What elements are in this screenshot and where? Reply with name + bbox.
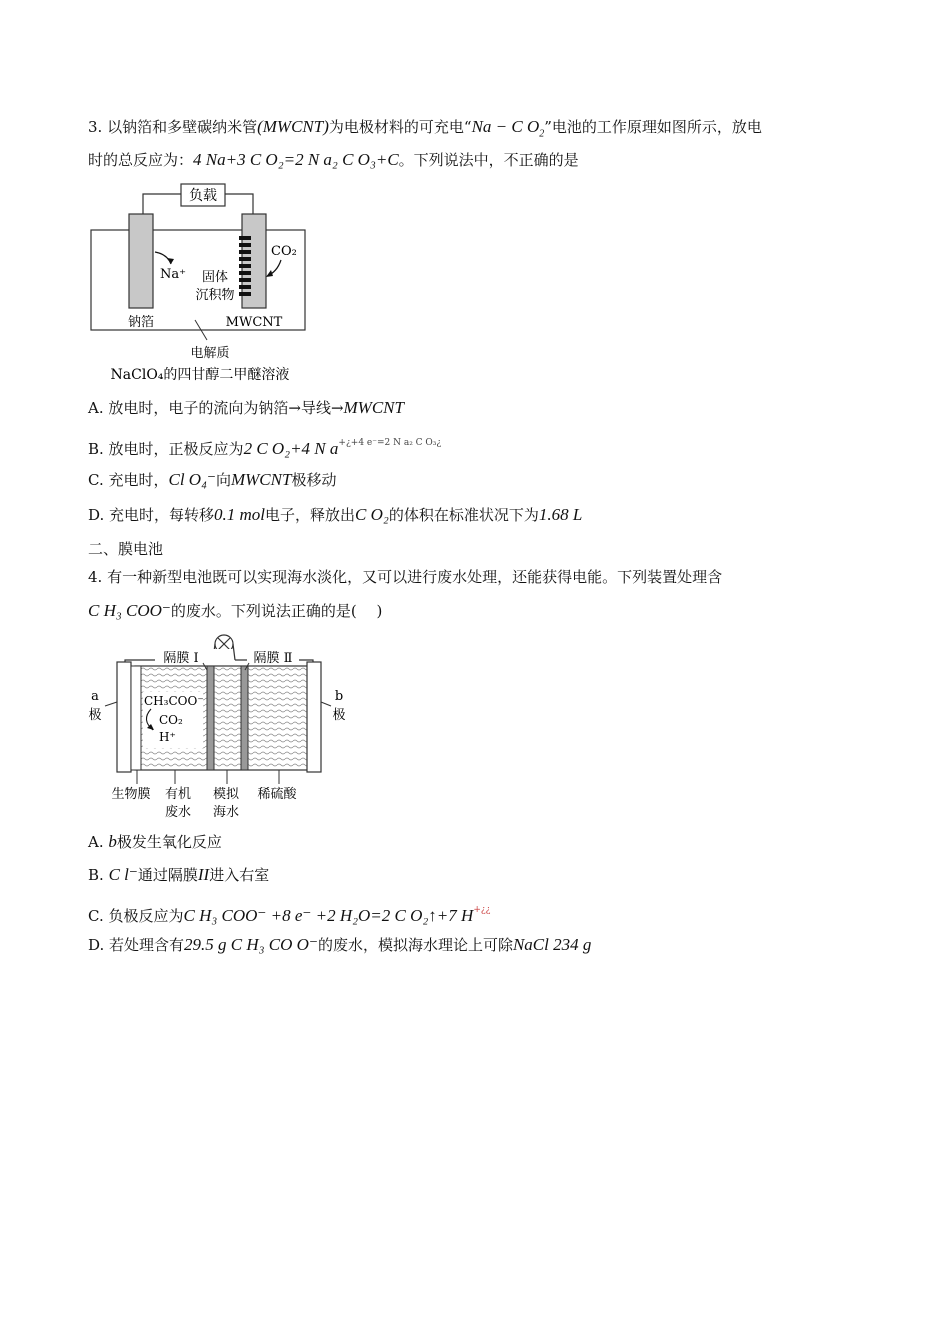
membrane-1-label: 隔膜 Ⅰ: [163, 651, 199, 666]
q3-option-b: [88, 432, 441, 460]
q3-option-c-math: Cl O₄⁻: [168, 470, 216, 489]
q3-formula-naco2-sub: 2: [539, 128, 545, 140]
q4-option-a-pre: A.: [88, 833, 109, 851]
q3-stem-line2-pre: 时的总反应为：: [88, 151, 194, 169]
a-pole-label-1: a: [91, 689, 99, 704]
a-electrode: [117, 662, 131, 772]
b-electrode: [307, 662, 321, 772]
mwcnt-label: MWCNT: [225, 315, 283, 330]
q4-option-b: [88, 864, 269, 886]
q4-option-c-math: C H₃ COO⁻ +8 e⁻ +2 H₂O=2 C O₂↑+7 H: [183, 906, 474, 925]
solid-deposit-bars: [239, 236, 251, 296]
membrane-1: [207, 666, 214, 770]
q3-option-d-math2: C O₂: [355, 505, 389, 524]
acetate-label: CH₃COO⁻: [144, 694, 204, 708]
q4-acetate-formula: C H₃ COO⁻: [88, 601, 171, 620]
q3-option-c-math2: MWCNT: [230, 470, 292, 489]
h-plus-label: H⁺: [159, 730, 176, 744]
q4-option-c-sup: +¿¿: [473, 905, 491, 915]
q4-option-b-pre: B.: [88, 866, 109, 884]
biofilm: [131, 666, 141, 770]
q4-stem-line2: [88, 600, 382, 622]
na-arrow: [155, 252, 171, 264]
q4-option-b-mid: 通过隔膜: [137, 866, 198, 884]
q3-mwcnt: MWCNT: [262, 117, 324, 136]
q3-stem-mid: 为电极材料的可充电“: [328, 118, 472, 136]
q3-option-d-mid: 电子，释放出: [265, 506, 356, 524]
b-pole-label-2: 极: [332, 708, 346, 723]
biofilm-label: 生物膜: [111, 787, 151, 802]
waste-label-1: 有机: [164, 787, 192, 802]
q4-option-c-pre: C. 负极反应为: [88, 907, 184, 925]
seawater-label-2: 海水: [212, 805, 240, 820]
q4-option-a: [88, 831, 222, 853]
q3-option-d-pre: D. 充电时，每转移: [88, 506, 215, 524]
q3-total-reaction: 4 Na+3 C O₂=2 N a₂ C O₃+C: [193, 150, 399, 169]
q3-option-c-mid: 向: [215, 471, 231, 489]
q3-option-d: [88, 504, 582, 526]
q4-option-d-mid: 的废水，模拟海水理论上可除: [317, 936, 513, 954]
acid-label: 稀硫酸: [257, 787, 297, 802]
a-pole-label-2: 极: [88, 708, 102, 723]
membrane-2: [241, 666, 248, 770]
solid-deposit-label-2: 沉积物: [195, 288, 235, 303]
q3-formula-naco2-main: Na − C O: [471, 117, 540, 136]
section-heading: 二、膜电池: [88, 540, 164, 558]
q4-stem-line1: 4. 有一种新型电池既可以实现海水淡化，又可以进行废水处理，还能获得电能。下列装置处理含: [88, 568, 723, 586]
co2-label: CO₂: [159, 713, 183, 727]
q3-battery-figure: [85, 180, 335, 390]
q3-option-d-math3: 1.68 L: [538, 505, 583, 524]
load-label: 负载: [189, 188, 217, 204]
electrolyte-desc: NaClO₄的四甘醇二甲醚溶液: [110, 367, 290, 383]
waste-label-2: 废水: [164, 805, 192, 820]
q4-option-d-pre: D. 若处理含有: [88, 936, 185, 954]
q3-option-c: [88, 469, 336, 491]
q4-membrane-cell-figure: [85, 630, 355, 825]
q4-option-d-math1: 29.5 g C H₃ CO O⁻: [184, 935, 318, 954]
q4-option-c: [88, 899, 491, 927]
q3-option-b-sup: +¿+4 e⁻=2 N a₂ C O₃¿: [338, 438, 442, 448]
seawater-label-1: 模拟: [212, 787, 240, 802]
q3-stem-line2-post: 。下列说法中，不正确的是: [398, 151, 579, 169]
q4-option-a-math: b: [108, 832, 117, 851]
q3-option-c-post: 极移动: [291, 471, 337, 489]
solid-deposit-label-1: 固体: [201, 270, 229, 285]
q3-stem-post: ”电池的工作原理如图所示，放电: [544, 118, 762, 136]
q4-option-a-post: 极发生氧化反应: [116, 833, 222, 851]
q3-option-b-math: 2 C O₂+4 N a: [243, 439, 339, 458]
q3-option-d-math1: 0.1 mol: [214, 505, 266, 524]
q4-option-d-math2: NaCl 234 g: [512, 935, 592, 954]
right-wire: [225, 194, 253, 214]
sodium-foil-label: 钠箔: [127, 315, 155, 330]
b-pole-label-1: b: [334, 689, 344, 704]
q3-option-d-mid2: 的体积在标准状况下为: [388, 506, 539, 524]
q3-formula-naco2: [471, 117, 545, 140]
q3-stem-text: 3. 以钠箔和多壁碳纳米管: [88, 118, 258, 136]
q4-option-b-math: C l⁻: [108, 865, 138, 884]
q3-option-b-text: B. 放电时，正极反应为: [88, 440, 244, 458]
q3-stem-line1: [88, 116, 762, 145]
q4-option-d: [88, 934, 591, 956]
q3-option-a-text: A. 放电时，电子的流向为钠箔→导线→: [88, 399, 344, 417]
q4-stem-line2-text: 的废水。下列说法正确的是( ): [170, 602, 383, 620]
q4-option-b-post: 进入右室: [209, 866, 270, 884]
left-wire: [143, 194, 181, 214]
q3-option-a: [88, 397, 404, 419]
q3-option-a-math: MWCNT: [343, 398, 404, 417]
q3-stem-line2: [88, 149, 579, 171]
q4-option-b-math2: II: [197, 865, 210, 884]
co2-label: CO₂: [271, 244, 297, 259]
q3-option-c-pre: C. 充电时，: [88, 471, 169, 489]
electrolyte-label: 电解质: [190, 346, 230, 361]
sodium-electrode: [129, 214, 153, 308]
na-ion-label: Na⁺: [160, 267, 186, 282]
membrane-2-label: 隔膜 Ⅱ: [253, 651, 293, 666]
q3-mwcnt-paren: (MWCNT): [257, 117, 329, 136]
